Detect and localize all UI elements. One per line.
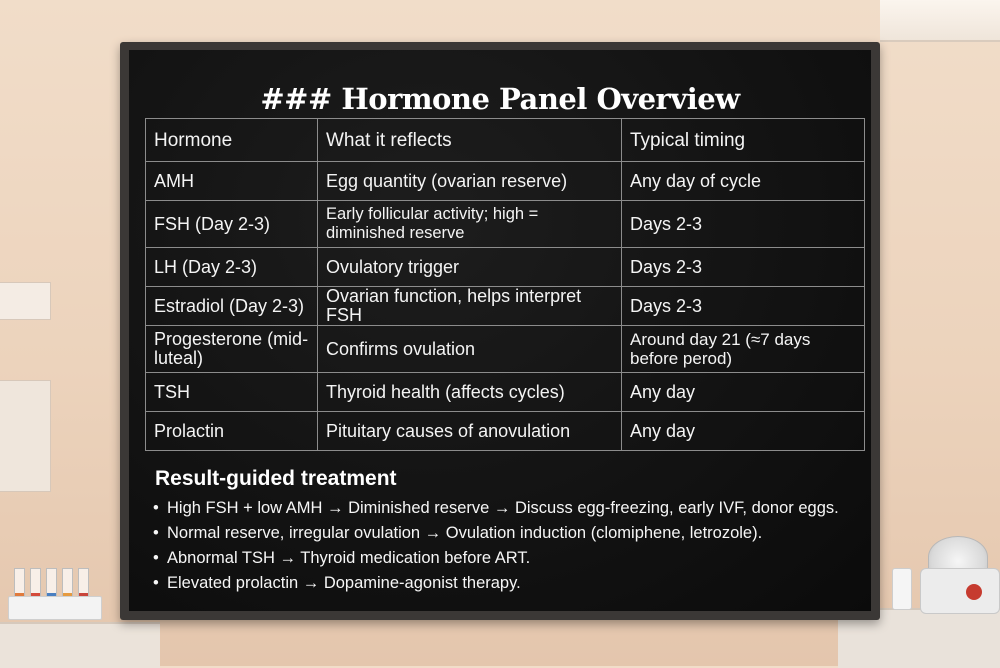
hormone-cell: AMH <box>146 162 318 201</box>
bullet-dot: • <box>153 549 159 567</box>
wall-cabinet <box>0 380 51 492</box>
table-row <box>146 201 865 248</box>
blackboard <box>120 42 880 620</box>
timing-cell: Days 2-3 <box>622 201 865 248</box>
column-header-timing: Typical timing <box>622 119 865 162</box>
table-row <box>146 287 865 326</box>
table-header-row <box>146 119 865 162</box>
list-item <box>153 546 873 571</box>
timing-cell: Any day <box>622 373 865 412</box>
list-item <box>153 496 873 521</box>
hormone-cell: Progesterone (mid-luteal) <box>146 326 318 373</box>
blackboard-surface <box>129 50 871 611</box>
ceiling-light <box>880 0 1000 42</box>
table-row <box>146 248 865 287</box>
lab-centrifuge <box>918 534 1000 614</box>
reflects-cell: Ovarian function, helps interpret FSH <box>318 287 622 326</box>
bullet-dot: • <box>153 574 159 592</box>
timing-cell: Around day 21 (≈7 days before perod) <box>622 326 865 373</box>
list-item <box>153 571 873 596</box>
reflects-cell: Ovulatory trigger <box>318 248 622 287</box>
list-item-text: High FSH + low AMH → Diminished reserve → Discuss egg-freezing, early IVF, donor eggs. <box>167 499 839 517</box>
reflects-cell: Pituitary causes of anovulation <box>318 412 622 451</box>
lab-counter-left <box>0 622 160 668</box>
table-row <box>146 373 865 412</box>
board-title: ### Hormone Panel Overview <box>260 82 740 116</box>
reflects-cell: Confirms ovulation <box>318 326 622 373</box>
treatment-heading: Result-guided treatment <box>155 467 397 490</box>
list-item-text: Abnormal TSH → Thyroid medication before ART. <box>167 549 531 567</box>
list-item-text: Normal reserve, irregular ovulation → Ovulation induction (clomiphene, letrozole). <box>167 524 763 542</box>
table-row <box>146 412 865 451</box>
lab-bottle <box>892 568 912 610</box>
hormone-cell: Estradiol (Day 2-3) <box>146 287 318 326</box>
reflects-cell: Egg quantity (ovarian reserve) <box>318 162 622 201</box>
table-row <box>146 162 865 201</box>
hormone-panel-table <box>145 118 865 451</box>
timing-cell: Days 2-3 <box>622 248 865 287</box>
hormone-cell: FSH (Day 2-3) <box>146 201 318 248</box>
wall-shelf <box>0 282 51 320</box>
column-header-reflects: What it reflects <box>318 119 622 162</box>
bullet-dot: • <box>153 499 159 517</box>
treatment-list <box>143 496 873 596</box>
timing-cell: Any day of cycle <box>622 162 865 201</box>
timing-cell: Days 2-3 <box>622 287 865 326</box>
test-tube-rack <box>8 562 100 626</box>
list-item <box>153 521 873 546</box>
list-item-text: Elevated prolactin → Dopamine-agonist therapy. <box>167 574 521 592</box>
column-header-hormone: Hormone <box>146 119 318 162</box>
hormone-cell: TSH <box>146 373 318 412</box>
timing-cell: Any day <box>622 412 865 451</box>
hormone-cell: LH (Day 2-3) <box>146 248 318 287</box>
bullet-dot: • <box>153 524 159 542</box>
hormone-cell: Prolactin <box>146 412 318 451</box>
table-row <box>146 326 865 373</box>
reflects-cell: Thyroid health (affects cycles) <box>318 373 622 412</box>
reflects-cell: Early follicular activity; high = diminished reserve <box>318 201 622 248</box>
